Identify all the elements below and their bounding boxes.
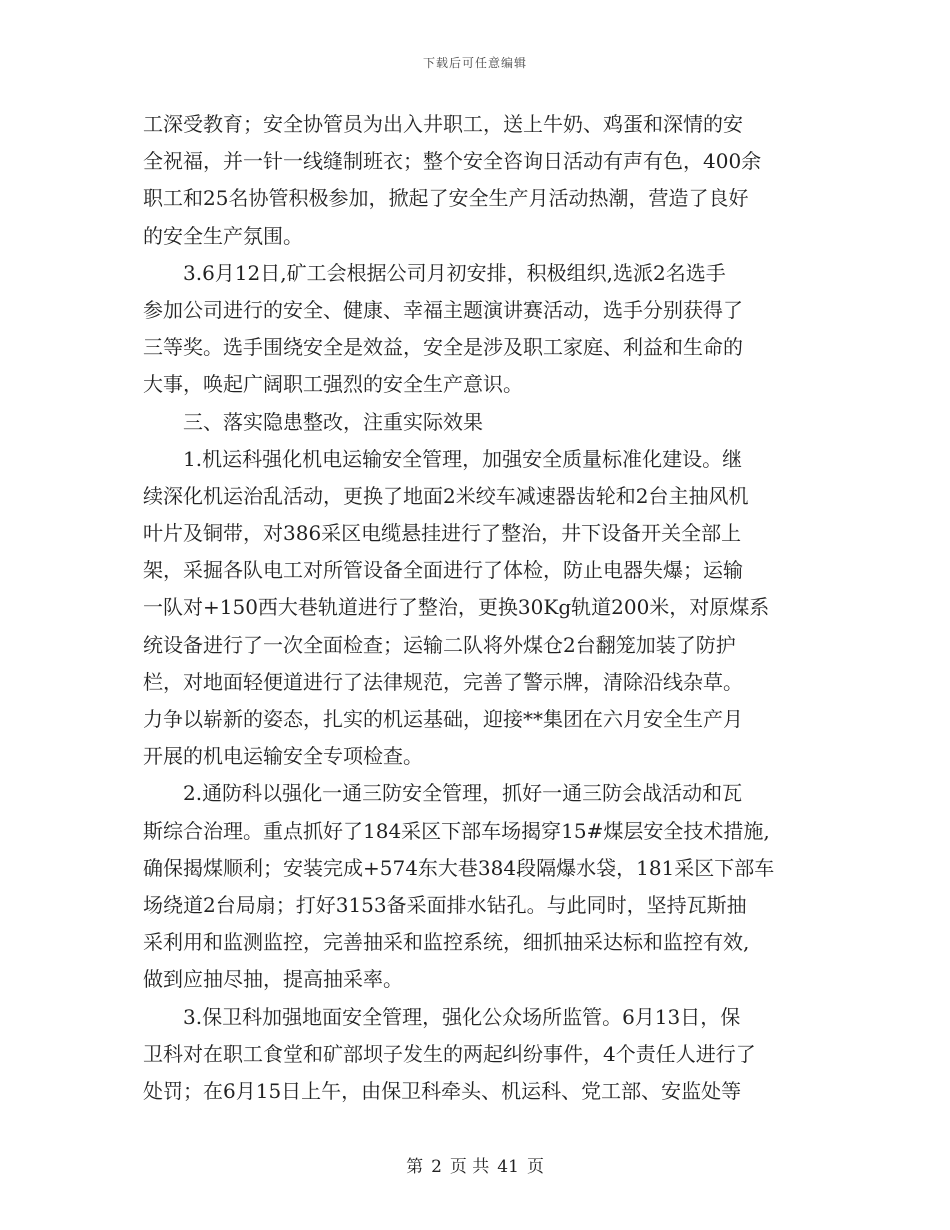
text-line: 续深化机运治乱活动，更换了地面2米绞车减速器齿轮和2台主抽风机	[143, 483, 749, 508]
text-line: 职工和25名协管积极参加，掀起了安全生产月活动热潮，营造了良好	[143, 186, 749, 211]
text-line: 一队对+150西大巷轨道进行了整治，更换30Kg轨道200米，对原煤系	[143, 595, 770, 620]
page-footer	[0, 1152, 950, 1177]
document-body	[143, 106, 813, 1110]
text-line: 确保揭煤顺利；安装完成+574东大巷384段隔爆水袋，181采区下部车	[143, 855, 775, 880]
text-line: 斯综合治理。重点抓好了184采区下部车场揭穿15#煤层安全技术措施,	[143, 818, 770, 843]
text-line: 做到应抽尽抽，提高抽采率。	[143, 967, 403, 992]
text-line: 处罚；在6月15日上午，由保卫科牵头、机运科、党工部、安监处等	[143, 1078, 742, 1103]
text-line: 力争以崭新的姿态，扎实的机运基础，迎接**集团在六月安全生产月	[143, 707, 743, 731]
text-line: 三等奖。选手围绕安全是效益，安全是涉及职工家庭、利益和生命的	[143, 335, 743, 360]
footer-middle: 页 共	[449, 1157, 490, 1177]
text-line: 全祝福，并一针一线缝制班衣；整个安全咨询日活动有声有色，400余	[143, 149, 762, 174]
total-page-count: 41	[497, 1157, 519, 1177]
text-line: 统设备进行了一次全面检查；运输二队将外煤仓2台翻笼加装了防护	[143, 632, 736, 657]
text-line: 开展的机电运输安全专项检查。	[143, 744, 423, 769]
text-line: 栏，对地面轻便道进行了法律规范，完善了警示牌，清除沿线杂草。	[143, 669, 743, 694]
footer-suffix: 页	[526, 1157, 544, 1177]
text-line: 3.6月12日,矿工会根据公司月初安排，积极组织,选派2名选手	[143, 260, 726, 285]
text-line: 叶片及铜带，对386采区电缆悬挂进行了整治，井下设备开关全部上	[143, 521, 742, 546]
text-line: 参加公司进行的安全、健康、幸福主题演讲赛活动，选手分别获得了	[143, 297, 743, 322]
text-line: 架，采掘各队电工对所管设备全面进行了体检，防止电器失爆；运输	[143, 558, 743, 583]
text-line: 的安全生产氛围。	[143, 223, 303, 248]
section-heading: 三、落实隐患整改，注重实际效果	[143, 409, 483, 434]
text-line: 2.通防科以强化一通三防安全管理，抓好一通三防会战活动和瓦	[143, 781, 743, 806]
text-line: 卫科对在职工食堂和矿部坝子发生的两起纠纷事件，4个责任人进行了	[143, 1041, 756, 1066]
current-page-number: 2	[431, 1157, 442, 1177]
text-line: 3.保卫科加强地面安全管理，强化公众场所监管。6月13日，保	[143, 1004, 741, 1029]
text-line: 采利用和监测监控，完善抽采和监控系统，细抓抽采达标和监控有效,	[143, 930, 750, 955]
footer-prefix: 第	[406, 1157, 424, 1177]
text-line: 大事，唤起广阔职工强烈的安全生产意识。	[143, 372, 523, 397]
page-header: 下载后可任意编辑	[422, 56, 527, 70]
text-line: 场绕道2台局扇；打好3153备采面排水钻孔。与此同时，坚持瓦斯抽	[143, 892, 747, 917]
text-line: 1.机运科强化机电运输安全管理，加强安全质量标准化建设。继	[143, 446, 743, 471]
text-line: 工深受教育；安全协管员为出入井职工，送上牛奶、鸡蛋和深情的安	[143, 112, 743, 136]
